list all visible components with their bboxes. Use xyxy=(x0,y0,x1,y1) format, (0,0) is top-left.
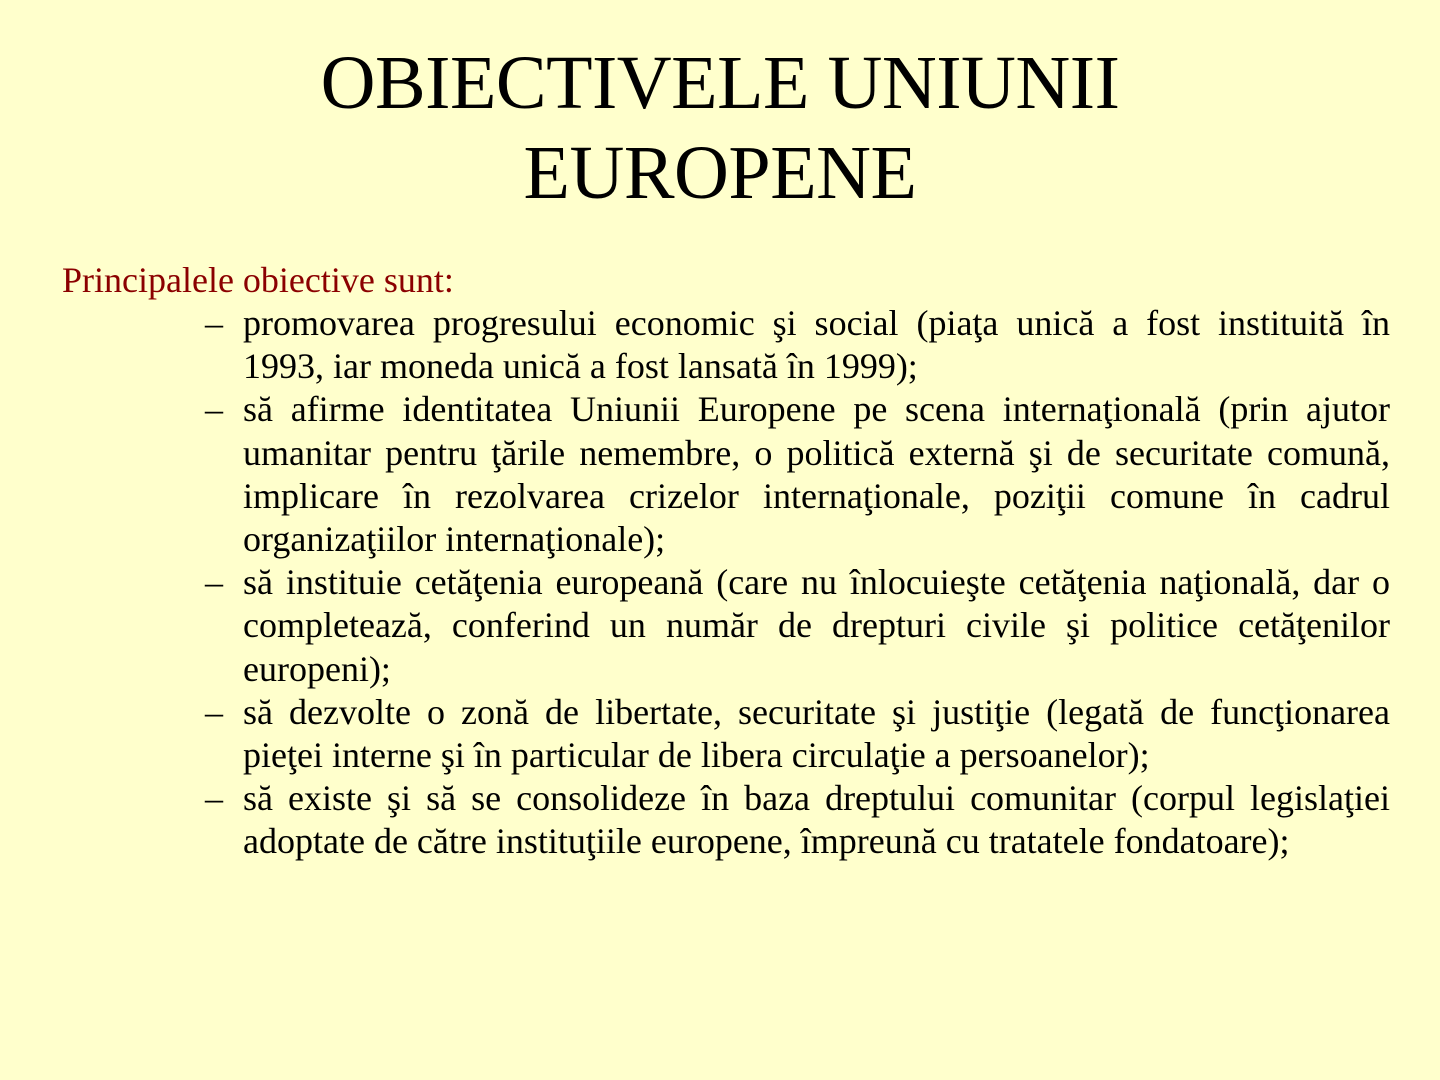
bullet-dash: – xyxy=(205,303,223,343)
list-item xyxy=(205,561,1390,691)
bullet-dash: – xyxy=(205,778,223,819)
objectives-list xyxy=(205,302,1390,864)
list-item-text: să dezvolte o zonă de libertate, securitate şi justiţie (legată de funcţionarea pieţei interne şi în particular de libera circulaţie a persoanelor); xyxy=(243,691,1390,776)
list-item-text: promovarea progresului economic şi social (piaţa unică a fost instituită în 1993, iar moneda unică a fost lansată în 1999); xyxy=(243,303,1390,387)
slide-title-line-1: OBIECTIVELE UNIUNII xyxy=(320,41,1120,125)
slide-title xyxy=(0,38,1440,218)
list-item-text: să instituie cetăţenia europeană (care nu înlocuieşte cetăţenia naţională, dar o completează, conferind un număr de drepturi civile şi politice cetăţenilor europeni); xyxy=(243,562,1390,689)
bullet-dash: – xyxy=(205,562,223,603)
list-item-text: să afirme identitatea Uniunii Europene pe scena internaţională (prin ajutor umanitar pentru ţările nemembre, o politică externă şi de securitate comună, implicare în rezolvarea crizelor internaţionale, poziţii comune în cadrul organizaţiilor internaţionale); xyxy=(243,389,1390,560)
list-item xyxy=(205,302,1390,388)
bullet-dash: – xyxy=(205,691,223,732)
list-item-text: să existe şi să se consolideze în baza dreptului comunitar (corpul legislaţiei adoptate de către instituţiile europene, împreună cu tratatele fondatoare); xyxy=(243,778,1390,862)
intro-text: Principalele obiective sunt: xyxy=(62,260,454,300)
bullet-dash: – xyxy=(205,389,223,430)
list-item xyxy=(205,777,1390,863)
list-item xyxy=(205,388,1390,561)
list-item xyxy=(205,691,1390,777)
slide-title-line-2: EUROPENE xyxy=(523,131,917,215)
